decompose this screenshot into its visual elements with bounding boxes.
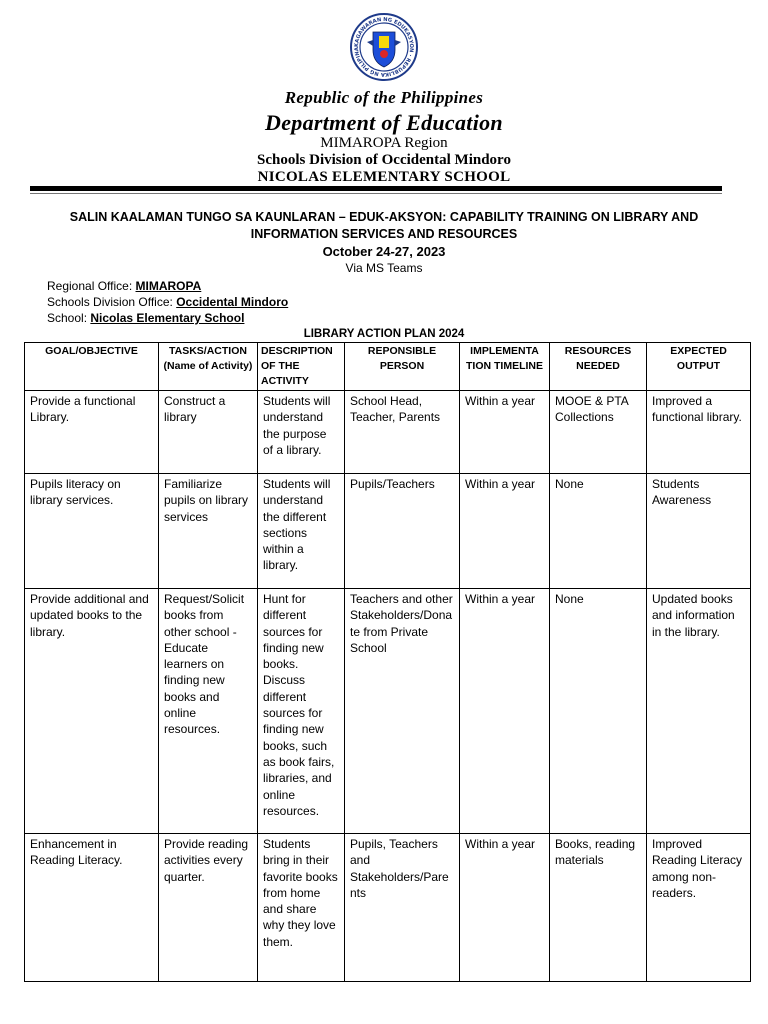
table-cell: Familiarize pupils on library services bbox=[159, 474, 258, 589]
table-cell: Within a year bbox=[460, 474, 550, 589]
regional-office-value: MIMAROPA bbox=[135, 279, 202, 293]
table-cell: Hunt for different sources for finding new books. Discuss different sources for finding new books, such as book fairs, libraries, and online resources. bbox=[258, 589, 345, 834]
table-cell: Provide a functional Library. bbox=[25, 391, 159, 474]
column-header: EXPECTED OUTPUT bbox=[647, 343, 751, 391]
table-cell: Books, reading materials bbox=[550, 834, 647, 982]
table-cell: Students will understand the different sections within a library. bbox=[258, 474, 345, 589]
column-header: RESOURCES NEEDED bbox=[550, 343, 647, 391]
school-line bbox=[47, 311, 244, 325]
region-heading: MIMAROPA Region bbox=[320, 135, 448, 151]
table-cell: Improved Reading Literacy among non-readers. bbox=[647, 834, 751, 982]
action-plan-title: LIBRARY ACTION PLAN 2024 bbox=[303, 328, 465, 340]
table-cell: None bbox=[550, 474, 647, 589]
table-cell: MOOE & PTA Collections bbox=[550, 391, 647, 474]
department-heading: Department of Education bbox=[265, 110, 503, 135]
svg-text:KAGAWARAN NG EDUKASYON · REPUB: KAGAWARAN NG EDUKASYON · REPUBLIKA NG PILIPINA bbox=[353, 16, 415, 78]
table-cell: Within a year bbox=[460, 391, 550, 474]
table-cell: Provide additional and updated books to the library. bbox=[25, 589, 159, 834]
school-heading: NICOLAS ELEMENTARY SCHOOL bbox=[257, 169, 511, 185]
table-cell: Teachers and other Stakeholders/Donate from Private School bbox=[345, 589, 460, 834]
column-header: IMPLEMENTA TION TIMELINE bbox=[460, 343, 550, 391]
table-cell: Request/Solicit books from other school - Educate learners on finding new books and online resources. bbox=[159, 589, 258, 834]
table-cell: Students Awareness bbox=[647, 474, 751, 589]
table-cell: Construct a library bbox=[159, 391, 258, 474]
event-date: October 24-27, 2023 bbox=[322, 244, 446, 259]
table-cell: Within a year bbox=[460, 834, 550, 982]
division-office-line bbox=[47, 295, 288, 309]
table-row bbox=[25, 474, 751, 589]
column-header: REPONSIBLE PERSON bbox=[345, 343, 460, 391]
table-row bbox=[25, 391, 751, 474]
table-cell: Updated books and information in the library. bbox=[647, 589, 751, 834]
deped-seal-logo bbox=[349, 12, 419, 82]
header-divider-thin bbox=[30, 193, 722, 194]
table-cell: School Head, Teacher, Parents bbox=[345, 391, 460, 474]
table-cell: Students bring in their favorite books from home and share why they love them. bbox=[258, 834, 345, 982]
column-header: DESCRIPTION OF THE ACTIVITY bbox=[258, 343, 345, 391]
table-cell: Within a year bbox=[460, 589, 550, 834]
action-plan-table bbox=[24, 342, 751, 982]
table-cell: None bbox=[550, 589, 647, 834]
table-cell: Students will understand the purpose of a library. bbox=[258, 391, 345, 474]
table-cell: Improved a functional library. bbox=[647, 391, 751, 474]
division-office-value: Occidental Mindoro bbox=[176, 295, 289, 309]
table-cell: Pupils literacy on library services. bbox=[25, 474, 159, 589]
table-cell: Enhancement in Reading Literacy. bbox=[25, 834, 159, 982]
table-cell: Pupils, Teachers and Stakeholders/Parents bbox=[345, 834, 460, 982]
division-office-label: Schools Division Office: bbox=[47, 295, 173, 309]
school-label: School: bbox=[47, 311, 88, 325]
column-header: GOAL/OBJECTIVE bbox=[25, 343, 159, 391]
table-header-row bbox=[25, 343, 751, 391]
table-cell: Pupils/Teachers bbox=[345, 474, 460, 589]
header-divider bbox=[30, 186, 722, 191]
regional-office-label: Regional Office: bbox=[47, 279, 133, 293]
table-cell: Provide reading activities every quarter. bbox=[159, 834, 258, 982]
regional-office-line bbox=[47, 279, 201, 293]
republic-heading: Republic of the Philippines bbox=[284, 88, 484, 107]
division-heading: Schools Division of Occidental Mindoro bbox=[257, 152, 511, 168]
table-row bbox=[25, 834, 751, 982]
event-title: SALIN KAALAMAN TUNGO SA KAUNLARAN – EDUK-AKSYON: CAPABILITY TRAINING ON LIBRARY AND INFORMATION SERVICES AND RESOURCES bbox=[69, 210, 699, 241]
column-header: TASKS/ACTION (Name of Activity) bbox=[159, 343, 258, 391]
school-value: Nicolas Elementary School bbox=[90, 311, 245, 325]
table-row bbox=[25, 589, 751, 834]
event-venue: Via MS Teams bbox=[345, 261, 423, 275]
